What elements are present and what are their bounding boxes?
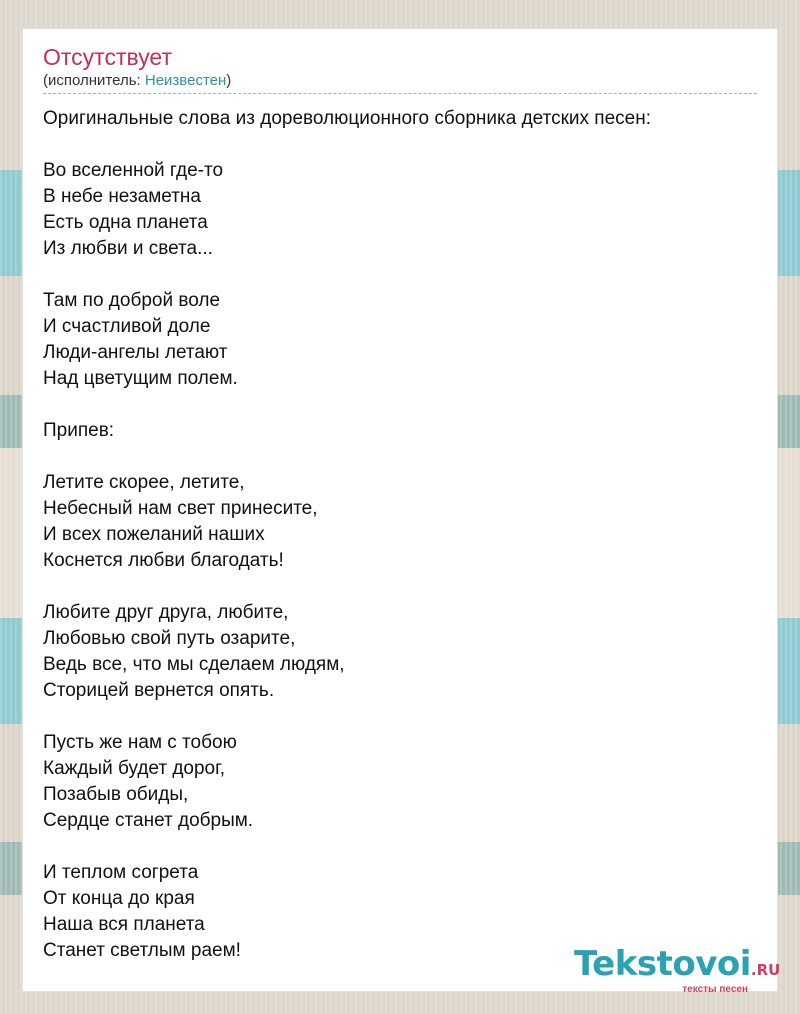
lyric-line: Любовью свой путь озарите, [43, 628, 296, 649]
logo-subtitle: тексты песен [682, 984, 748, 995]
lyric-line: Есть одна планета [43, 212, 208, 233]
lyric-line: Небесный нам свет принесите, [43, 498, 318, 519]
lyric-line: Каждый будет дорог, [43, 758, 225, 779]
lyric-line: Над цветущим полем. [43, 368, 238, 389]
lyric-line: Там по доброй воле [43, 290, 221, 311]
song-title: Отсутствует [43, 44, 172, 70]
lyric-line: Во вселенной где-то [43, 160, 224, 181]
lyric-line: В небе незаметна [43, 186, 201, 207]
stanza-gap [43, 834, 757, 860]
lyric-line: Позабыв обиды, [43, 784, 189, 805]
lyric-line: И теплом согрета [43, 862, 199, 883]
artist-link[interactable]: Неизвестен [144, 72, 227, 89]
lyric-line: От конца до края [43, 888, 195, 909]
stanza-gap [43, 704, 757, 730]
lyric-line: Ведь все, что мы сделаем людям, [43, 654, 345, 675]
artist-prefix: (исполнитель: [43, 72, 145, 89]
lyric-line: Летите скорее, летите, [43, 472, 245, 493]
stanza-gap [43, 392, 757, 418]
lyric-line: Любите друг друга, любите, [43, 602, 289, 623]
lyric-line: Коснется любви благодать! [43, 550, 284, 571]
stanza-gap [43, 444, 757, 470]
lyric-line: Сердце станет добрым. [43, 810, 254, 831]
lyric-line: Станет светлым раем! [43, 940, 241, 961]
lyric-line: Из любви и света... [43, 238, 213, 259]
logo-main-text: Tekstovoi [574, 944, 751, 984]
logo-wordmark [574, 944, 781, 988]
lyric-line: И счастливой доле [43, 316, 211, 337]
logo-tld: .RU [750, 961, 781, 979]
lyric-line: Люди-ангелы летают [43, 342, 228, 363]
lyric-line: Оригинальные слова из дореволюционного сборника детских песен: [43, 108, 651, 129]
artist-suffix: ) [226, 72, 232, 89]
lyric-line: Сторицей вернется опять. [43, 680, 275, 701]
site-logo[interactable] [574, 944, 781, 995]
lyrics-text [43, 106, 757, 964]
lyric-line: И всех пожеланий наших [43, 524, 265, 545]
lyric-line: Пусть же нам с тобою [43, 732, 237, 753]
stanza-gap [43, 262, 757, 288]
lyric-line: Припев: [43, 420, 115, 441]
stanza-gap [43, 132, 757, 158]
artist-line [43, 71, 757, 94]
lyric-line: Наша вся планета [43, 914, 205, 935]
lyrics-card [22, 28, 781, 992]
stanza-gap [43, 574, 757, 600]
